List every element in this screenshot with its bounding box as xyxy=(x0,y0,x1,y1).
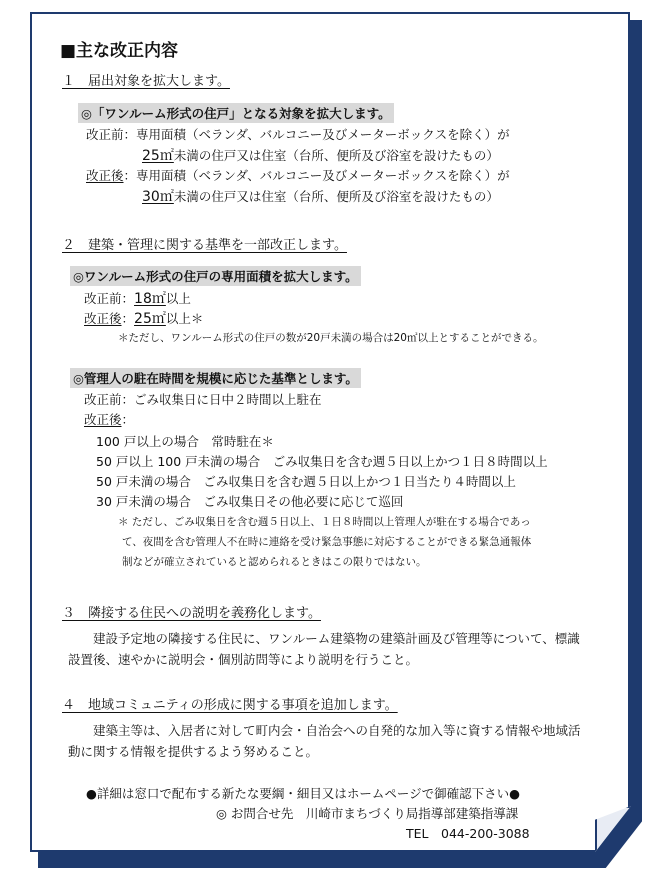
s2-manager-note-line3: 制などが確立されていると認められるときはこの限りではない。 xyxy=(122,556,427,568)
section-2-heading: ２ 建築・管理に関する基準を一部改正します。 xyxy=(62,238,347,253)
section-1-highlight: ◎「ワンルーム形式の住戸」となる対象を拡大します。 xyxy=(78,103,394,123)
section-1-heading: １ 届出対象を拡大します。 xyxy=(62,74,230,89)
footer-contact: ◎ お問合せ先 川崎市まちづくり局指導部建築指導課 xyxy=(216,806,519,821)
table-row: 30 戸未満の場合 ごみ収集日その他必要に応じて巡回 xyxy=(96,494,404,509)
page-title: ■主な改正内容 xyxy=(60,41,179,61)
s2-after-area: 25㎡ xyxy=(134,311,166,327)
s2-after-suffix: 以上＊ xyxy=(165,311,204,326)
s2-manager-before: 改正前：ごみ収集日に日中２時間以上駐在 xyxy=(84,392,322,407)
s1-after-text2: 未満の住戸又は住室（台所、便所及び浴室を設けたもの） xyxy=(173,189,499,204)
s2-before-sep: ： xyxy=(121,291,135,306)
table-row: 50 戸未満の場合 ごみ収集日を含む週５日以上かつ１日当たり４時間以上 xyxy=(96,474,516,489)
s1-before-text: ：専用面積（ベランダ、バルコニー及びメーターボックスを除く）が xyxy=(123,127,510,142)
footer-notice: ●詳細は窓口で配布する新たな要綱・細目又はホームページで御確認下さい● xyxy=(86,786,521,801)
table-row: 50 戸以上 100 戸未満の場合 ごみ収集日を含む週５日以上かつ１日８時間以上 xyxy=(96,454,548,469)
s1-before-line1 xyxy=(86,125,510,143)
section-4-heading: ４ 地域コミュニティの形成に関する事項を追加します。 xyxy=(62,698,398,713)
s2-area-note: ＊ただし、ワンルーム形式の住戸の数が20戸未満の場合は20㎡以上とすることができる。 xyxy=(118,332,544,344)
s2-before-area: 18㎡ xyxy=(134,291,166,307)
s2-manager-after-sep: ： xyxy=(121,412,135,427)
table-row: 100 戸以上の場合 常時駐在＊ xyxy=(96,434,274,449)
s2-manager-note-line2: て、夜間を含む管理人不在時に連絡を受け緊急事態に対応することができる緊急通報体 xyxy=(122,536,532,548)
s2-after-row xyxy=(84,308,203,328)
s1-after-text: ：専用面積（ベランダ、バルコニー及びメーターボックスを除く）が xyxy=(123,168,510,183)
s1-after-line1 xyxy=(86,166,510,184)
footer-tel: TEL 044-200-3088 xyxy=(406,826,530,841)
s1-after-label: 改正後 xyxy=(86,168,124,183)
s2-after-sep: ： xyxy=(121,311,135,326)
section-3-heading: ３ 隣接する住民への説明を義務化します。 xyxy=(62,606,321,621)
s2-before-row xyxy=(84,288,191,308)
section-2-highlight-area: ◎ワンルーム形式の住戸の専用面積を拡大します。 xyxy=(70,266,361,286)
s1-before-area: 25㎡ xyxy=(142,148,174,164)
section-2-highlight-manager: ◎管理人の駐在時間を規模に応じた基準とします。 xyxy=(70,368,361,388)
s2-after-label: 改正後 xyxy=(84,311,122,326)
section-4-body: 建築主等は、入居者に対して町内会・自治会への自発的な加入等に資する情報や地域活動に関する情報を提供するよう努めること。 xyxy=(68,723,581,759)
s1-after-area: 30㎡ xyxy=(142,189,174,205)
s2-manager-after xyxy=(84,410,134,428)
s2-manager-after-label: 改正後 xyxy=(84,412,122,427)
s2-before-label: 改正前 xyxy=(84,291,122,306)
s1-before-line2 xyxy=(142,145,499,165)
s2-manager-note-line1: ＊ ただし、ごみ収集日を含む週５日以上、１日８時間以上管理人が駐在する場合であっ xyxy=(118,516,531,528)
section-3-body: 建設予定地の隣接する住民に、ワンルーム建築物の建築計画及び管理等について、標識設置後、速やかに説明会・個別訪問等により説明を行うこと。 xyxy=(68,631,580,667)
s1-after-line2 xyxy=(142,186,499,206)
s2-before-suffix: 以上 xyxy=(165,291,191,306)
s1-before-label: 改正前 xyxy=(86,127,124,142)
s1-before-text2: 未満の住戸又は住室（台所、便所及び浴室を設けたもの） xyxy=(173,148,499,163)
